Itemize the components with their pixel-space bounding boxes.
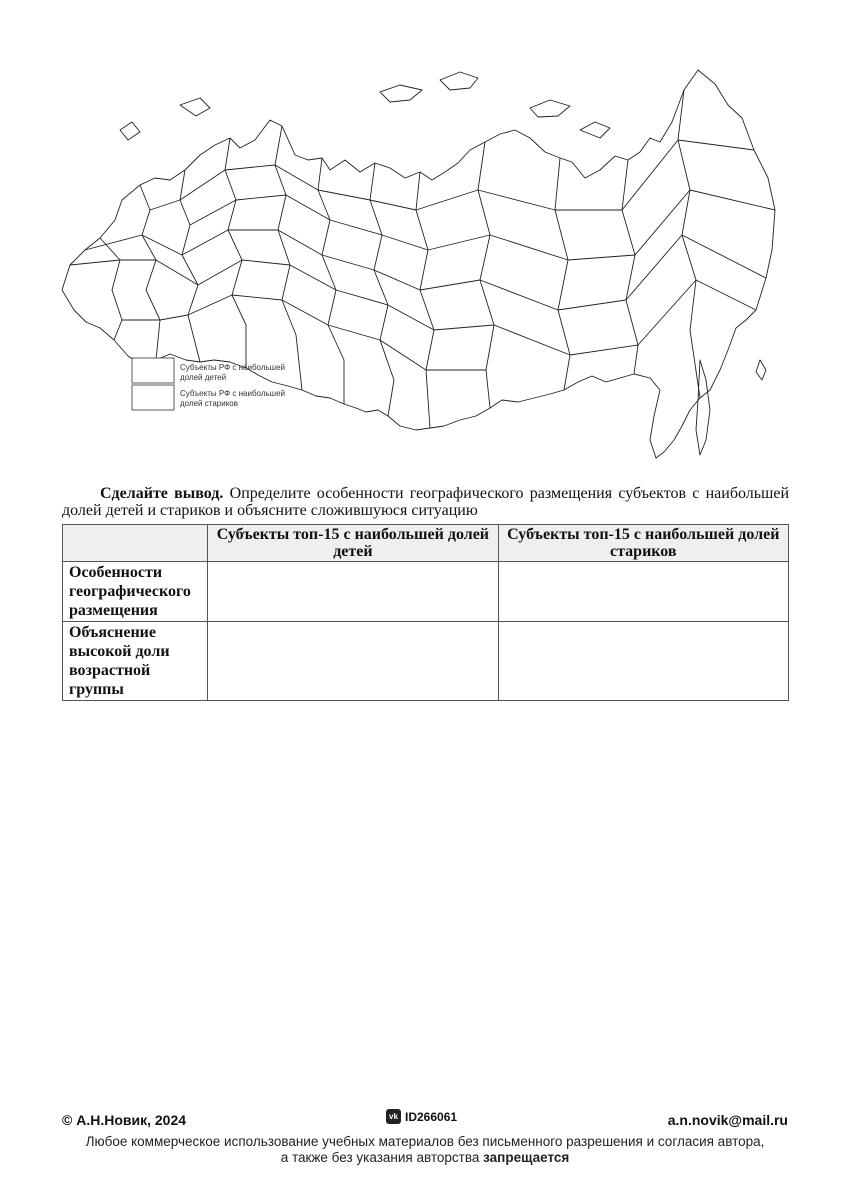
legal-line1: Любое коммерческое использование учебных материалов без письменного разрешения и согласия автора, — [85, 1134, 765, 1149]
answer-cell-geography-children[interactable] — [208, 562, 498, 622]
legend-children-line2: долей детей — [180, 373, 227, 382]
task-lead: Сделайте вывод. — [100, 485, 224, 502]
row-explanation: Объяснение высокой доли возрастной группы — [63, 622, 208, 701]
table-header-row — [63, 525, 789, 562]
legend-swatch-children — [132, 358, 174, 383]
header-elderly: Субъекты топ-15 с наибольшей долей стариков — [498, 525, 788, 562]
legal-notice — [60, 1134, 790, 1166]
table-row — [63, 622, 789, 701]
map-outline — [60, 60, 790, 470]
answer-table — [62, 524, 789, 701]
header-children: Субъекты топ-15 с наибольшей долей детей — [208, 525, 498, 562]
answer-cell-explanation-elderly[interactable] — [498, 622, 788, 701]
table-corner-cell — [63, 525, 208, 562]
legend-swatch-elderly — [132, 385, 174, 410]
row-geography: Особенности географического размещения — [63, 562, 208, 622]
legal-line2: а также без указания авторства — [280, 1150, 480, 1165]
author-email: a.n.novik@mail.ru — [667, 1112, 788, 1128]
copyright: © А.Н.Новик, 2024 — [62, 1112, 187, 1128]
legend-elderly-line1: Субъекты РФ с наибольшей — [180, 389, 285, 398]
answer-cell-geography-elderly[interactable] — [498, 562, 788, 622]
vk-id — [386, 1109, 457, 1124]
task-instruction — [62, 485, 789, 519]
vk-icon: vk — [386, 1109, 401, 1124]
legal-bold: запрещается — [483, 1150, 570, 1165]
legend-children-line1: Субъекты РФ с наибольшей — [180, 363, 285, 372]
answer-cell-explanation-children[interactable] — [208, 622, 498, 701]
legend-elderly-line2: долей стариков — [180, 399, 238, 408]
page-footer — [60, 1109, 790, 1166]
vk-id-label: ID266061 — [405, 1109, 458, 1124]
table-row — [63, 562, 789, 622]
russia-regions-map — [60, 60, 790, 470]
task-text: Определите особенности географического размещения субъектов с наибольшей долей детей и стариков и объясните сложившуюся ситуацию — [62, 485, 790, 519]
